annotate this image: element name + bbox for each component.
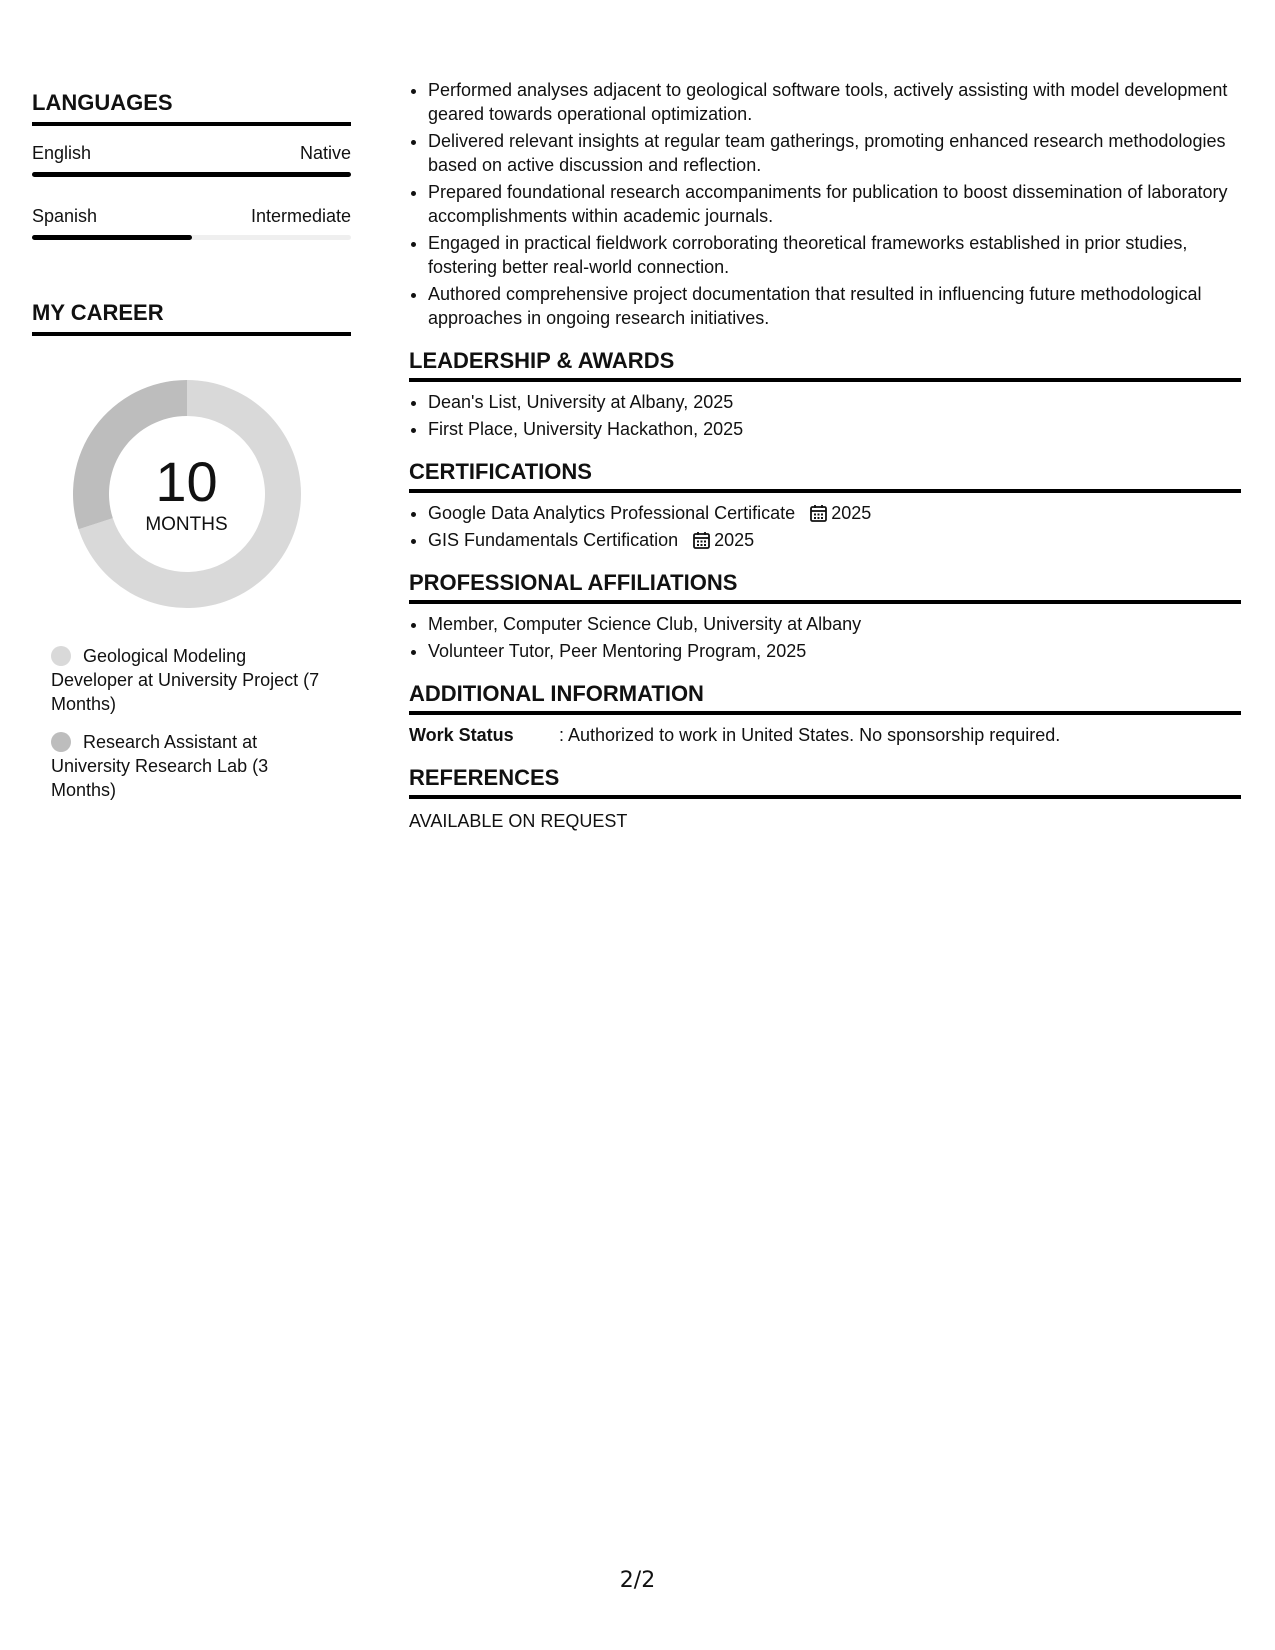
language-proficiency-bar (32, 235, 351, 240)
languages-heading: LANGUAGES (32, 90, 351, 126)
affiliation-item: • Volunteer Tutor, Peer Mentoring Program, 2025 (428, 639, 1241, 663)
certifications-section (409, 459, 1241, 552)
experience-bullet: • Engaged in practical fieldwork corroborating theoretical frameworks established in prior studies, fostering better real-world connection. (428, 231, 1241, 279)
career-total-unit: MONTHS (145, 514, 228, 535)
certifications-list (409, 501, 1241, 552)
leadership-section (409, 348, 1241, 441)
language-level: Intermediate (250, 206, 351, 226)
affiliation-item: • Member, Computer Science Club, University at Albany (428, 612, 1241, 636)
career-section (32, 300, 351, 802)
references-heading: REFERENCES (409, 765, 1241, 799)
experience-bullets (409, 78, 1241, 330)
calendar-icon (810, 504, 827, 522)
language-proficiency-fill (32, 172, 351, 177)
leadership-item: • First Place, University Hackathon, 2025 (428, 417, 1241, 441)
certification-item (428, 501, 1241, 525)
certification-name: GIS Fundamentals Certification (428, 530, 679, 550)
language-proficiency-fill (32, 235, 192, 240)
certification-year: 2025 (714, 530, 755, 550)
leadership-heading: LEADERSHIP & AWARDS (409, 348, 1241, 382)
additional-info-heading: ADDITIONAL INFORMATION (409, 681, 1241, 715)
leadership-list (409, 390, 1241, 441)
career-legend-item (51, 730, 321, 802)
certification-name: Google Data Analytics Professional Certificate (428, 503, 796, 523)
language-item (32, 142, 351, 177)
career-legend-label: Geological Modeling Developer at University Project (7 Months) (51, 646, 320, 714)
career-donut-center (73, 450, 301, 536)
leadership-item: • Dean's List, University at Albany, 2025 (428, 390, 1241, 414)
language-level: Native (299, 143, 351, 163)
career-heading: MY CAREER (32, 300, 351, 336)
circle-dot-icon (51, 646, 71, 666)
references-text: AVAILABLE ON REQUEST (409, 811, 628, 831)
certifications-heading: CERTIFICATIONS (409, 459, 1241, 493)
additional-info-section (409, 681, 1241, 747)
certification-year: 2025 (831, 503, 872, 523)
page-number: 2/2 (619, 1568, 656, 1593)
language-item (32, 205, 351, 240)
experience-bullet: • Prepared foundational research accompaniments for publication to boost dissemination of laboratory accomplishments within academic journals. (428, 180, 1241, 228)
work-status-value: : Authorized to work in United States. No sponsorship required. (559, 725, 1061, 745)
language-name: Spanish (32, 206, 98, 226)
career-legend-label: Research Assistant at University Research Lab (3 Months) (51, 732, 269, 800)
language-proficiency-bar (32, 172, 351, 177)
sidebar (32, 90, 351, 816)
affiliations-section (409, 570, 1241, 663)
languages-section (32, 90, 351, 240)
experience-bullet: • Performed analyses adjacent to geological software tools, actively assisting with model development geared towards operational optimization. (428, 78, 1241, 126)
affiliations-heading: PROFESSIONAL AFFILIATIONS (409, 570, 1241, 604)
career-legend-item (51, 644, 321, 716)
circle-dot-icon (51, 732, 71, 752)
references-section (409, 765, 1241, 833)
calendar-icon (693, 531, 710, 549)
languages-list (32, 142, 351, 240)
work-status-row (409, 723, 1241, 747)
certification-item (428, 528, 1241, 552)
career-donut-chart (73, 380, 301, 608)
work-status-label: Work Status (409, 725, 514, 745)
main-content (409, 78, 1241, 833)
affiliations-list (409, 612, 1241, 663)
experience-bullet: • Authored comprehensive project documentation that resulted in influencing future methodological approaches in ongoing research initiatives. (428, 282, 1241, 330)
experience-bullet: • Delivered relevant insights at regular team gatherings, promoting enhanced research methodologies based on active discussion and reflection. (428, 129, 1241, 177)
career-legend (32, 644, 351, 802)
career-total-months: 10 (155, 450, 218, 513)
language-name: English (32, 143, 92, 163)
